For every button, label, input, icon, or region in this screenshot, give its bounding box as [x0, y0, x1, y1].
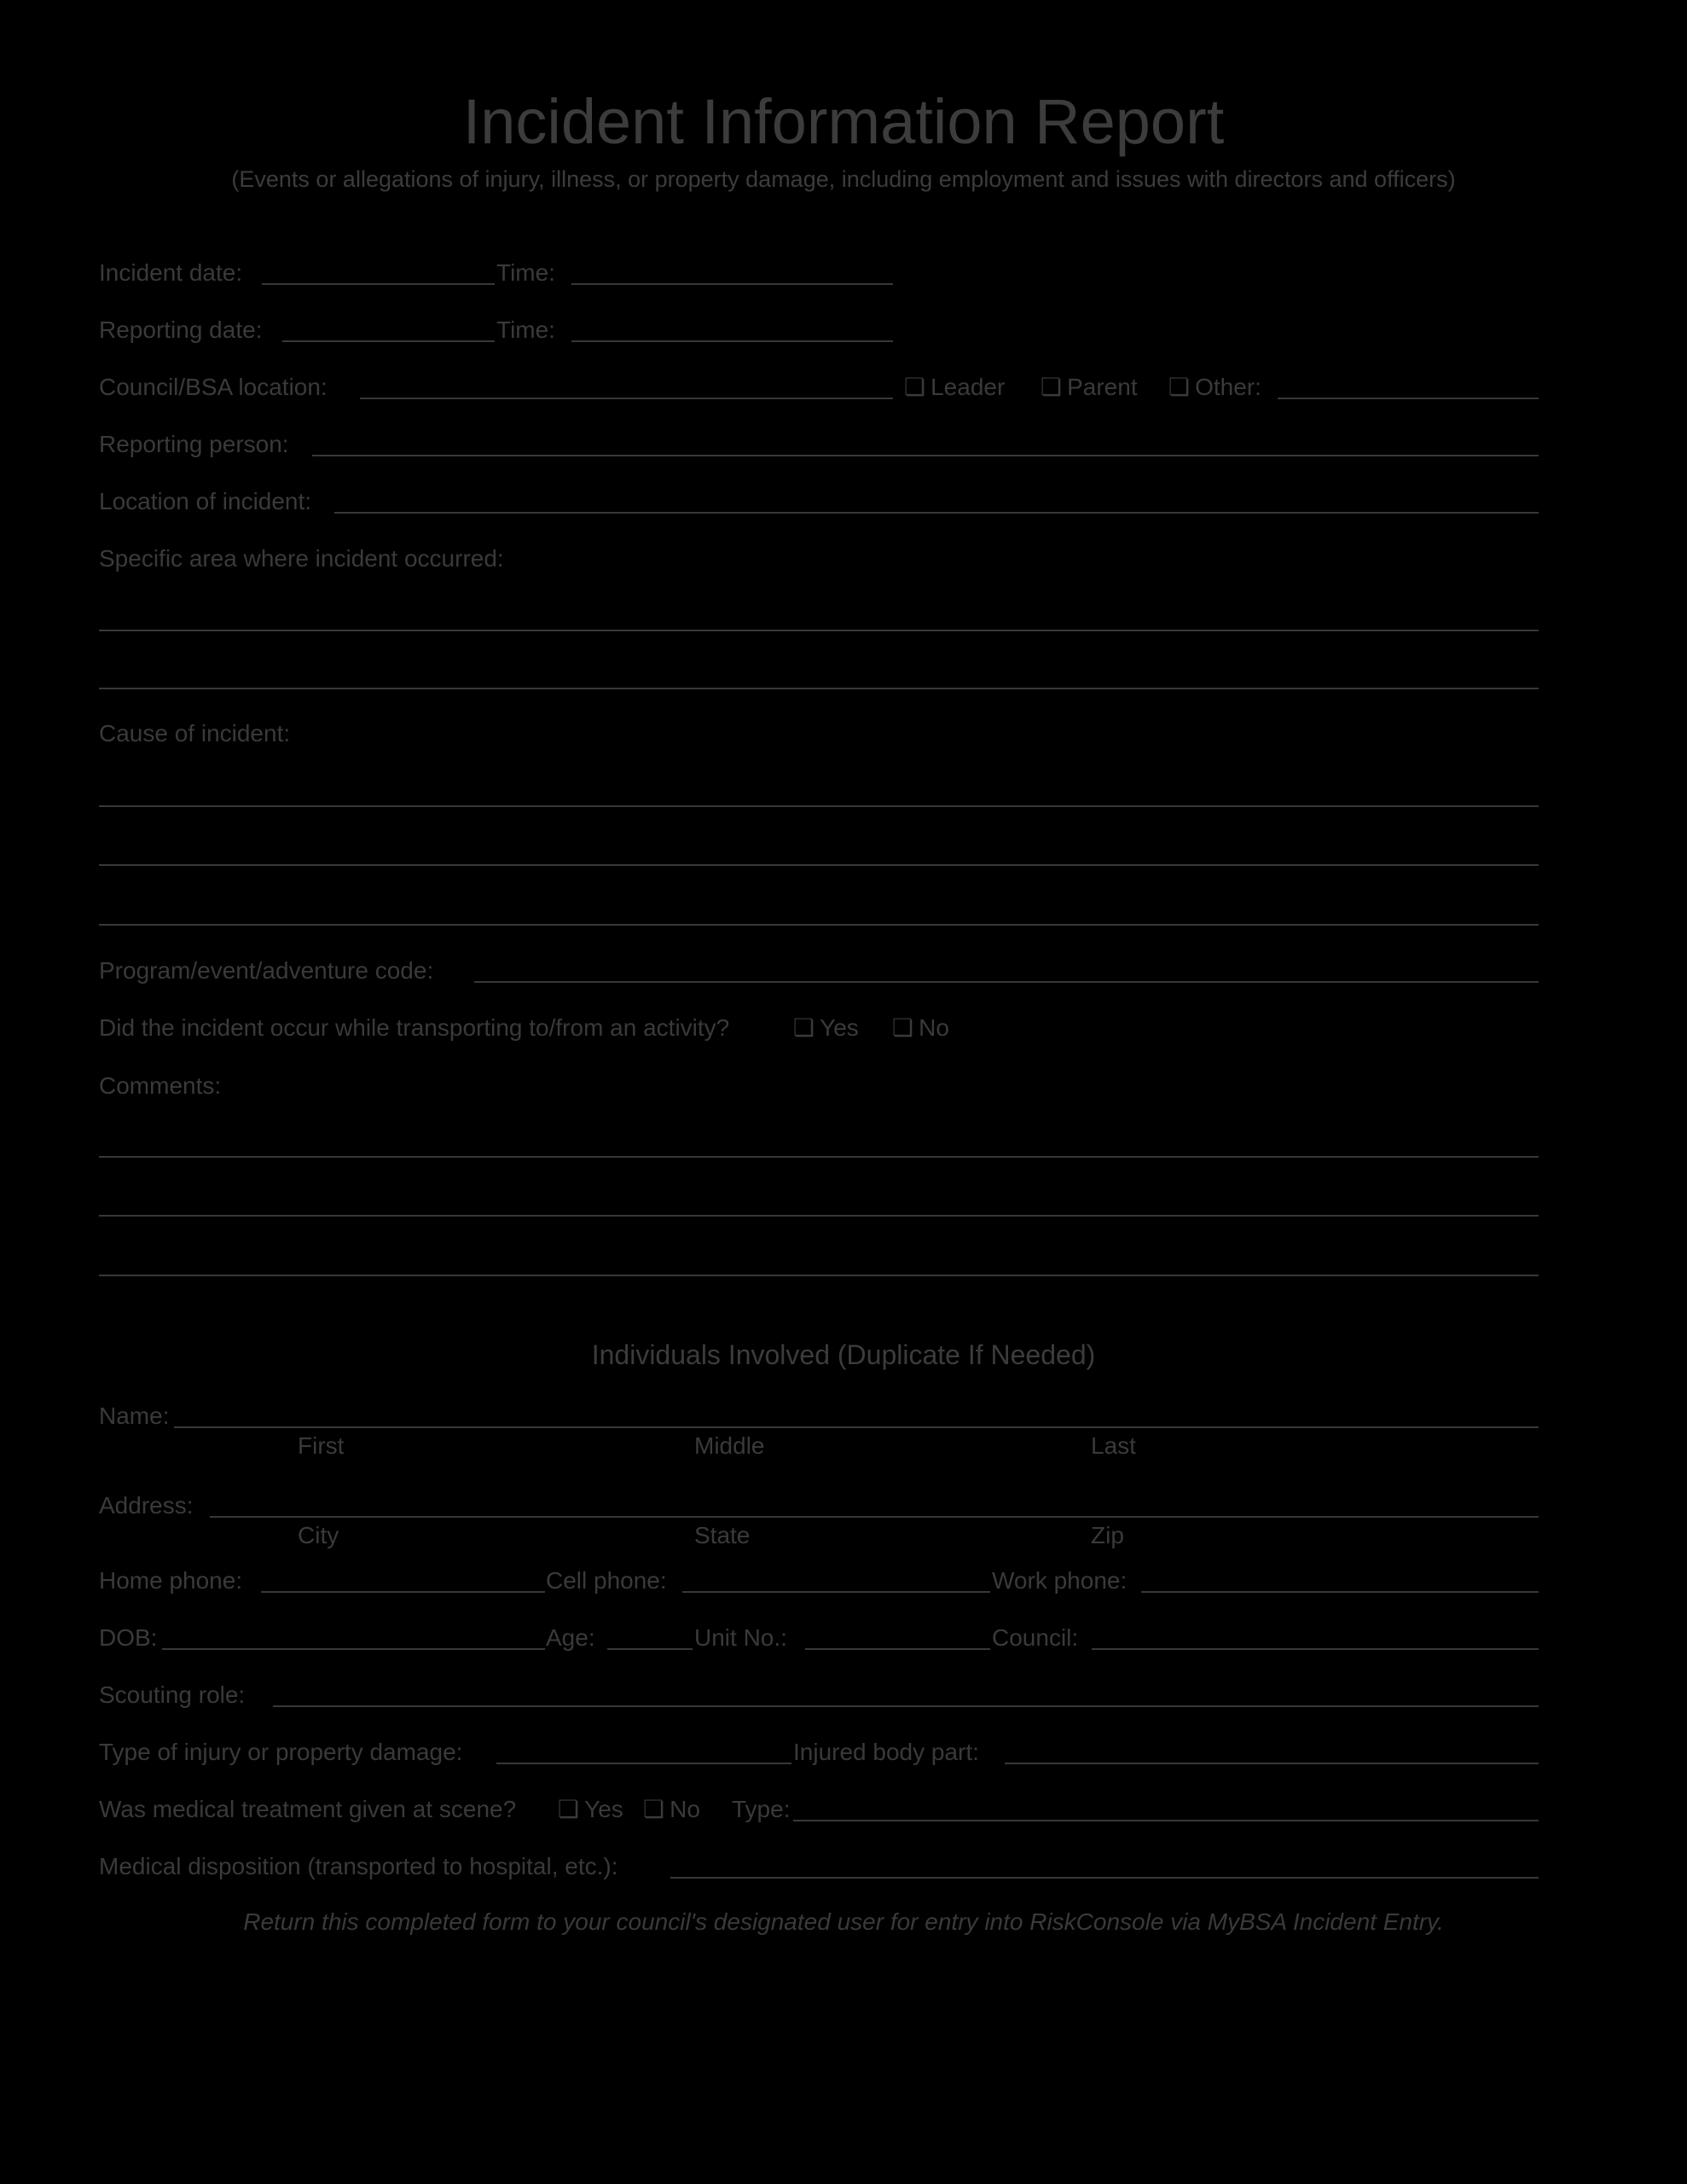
- program-code-label: Program/event/adventure code:: [99, 957, 434, 984]
- address-field[interactable]: [210, 1516, 1539, 1518]
- checkbox-icon: ❏: [643, 1796, 665, 1822]
- council-field[interactable]: [1092, 1648, 1539, 1650]
- medical-disposition-field[interactable]: [670, 1877, 1539, 1879]
- incident-date-field[interactable]: [262, 283, 495, 285]
- parent-label: Parent: [1067, 374, 1138, 400]
- checkbox-icon: ❏: [558, 1796, 580, 1822]
- individuals-heading: Individuals Involved (Duplicate If Needed): [591, 1339, 1096, 1370]
- checkbox-icon: ❏: [904, 374, 926, 400]
- unit-no-label: Unit No.:: [694, 1624, 787, 1651]
- transporting-label: Did the incident occur while transporting to/from an activity?: [99, 1014, 730, 1041]
- comments-line-1[interactable]: [99, 1156, 1539, 1158]
- incident-date-label: Incident date:: [99, 259, 243, 286]
- cause-line-2[interactable]: [99, 864, 1539, 866]
- reporting-date-label: Reporting date:: [99, 317, 263, 343]
- scouting-role-label: Scouting role:: [99, 1682, 246, 1708]
- treatment-type-label: Type:: [732, 1796, 791, 1822]
- address-label: Address:: [99, 1492, 194, 1519]
- reporting-person-field[interactable]: [312, 455, 1539, 456]
- footer-note: Return this completed form to your council's designated user for entry into RiskConsole via MyBSA Incident Entry.: [243, 1908, 1444, 1935]
- reporting-date-field[interactable]: [282, 340, 495, 342]
- specific-area-line-1[interactable]: [99, 630, 1539, 631]
- unit-no-field[interactable]: [805, 1648, 990, 1650]
- dob-field[interactable]: [162, 1648, 545, 1650]
- checkbox-icon: ❏: [793, 1014, 815, 1041]
- other-checkbox[interactable]: [1168, 373, 1261, 402]
- reporting-person-label: Reporting person:: [99, 431, 289, 457]
- cell-phone-field[interactable]: [682, 1591, 990, 1593]
- specific-area-line-2[interactable]: [99, 688, 1539, 689]
- incident-time-label: Time:: [496, 259, 555, 286]
- work-phone-label: Work phone:: [992, 1567, 1128, 1594]
- injury-type-label: Type of injury or property damage:: [99, 1739, 463, 1765]
- middle-sublabel: Middle: [694, 1432, 765, 1459]
- reporting-time-field[interactable]: [571, 340, 893, 342]
- city-sublabel: City: [298, 1522, 339, 1548]
- scouting-role-field[interactable]: [273, 1705, 1539, 1707]
- treatment-type-field[interactable]: [793, 1820, 1539, 1821]
- name-label: Name:: [99, 1403, 170, 1429]
- page-title: Incident Information Report: [462, 86, 1225, 157]
- dob-label: DOB:: [99, 1624, 158, 1651]
- age-label: Age:: [546, 1624, 595, 1651]
- work-phone-field[interactable]: [1141, 1591, 1539, 1593]
- home-phone-field[interactable]: [261, 1591, 545, 1593]
- council-location-label: Council/BSA location:: [99, 374, 328, 400]
- specific-area-label: Specific area where incident occurred:: [99, 545, 504, 572]
- location-of-incident-field[interactable]: [334, 512, 1539, 514]
- body-part-field[interactable]: [1005, 1763, 1539, 1764]
- checkbox-icon: ❏: [892, 1014, 914, 1041]
- leader-label: Leader: [930, 374, 1006, 400]
- home-phone-label: Home phone:: [99, 1567, 243, 1594]
- checkbox-icon: ❏: [1168, 374, 1191, 400]
- cause-label: Cause of incident:: [99, 720, 291, 746]
- age-field[interactable]: [607, 1648, 693, 1650]
- other-field[interactable]: [1278, 398, 1539, 399]
- location-of-incident-label: Location of incident:: [99, 488, 312, 514]
- transporting-yes-checkbox[interactable]: [793, 1014, 859, 1043]
- reporting-time-label: Time:: [496, 317, 555, 343]
- first-sublabel: First: [298, 1432, 345, 1459]
- transporting-yes-label: Yes: [820, 1014, 859, 1041]
- transporting-no-label: No: [919, 1014, 949, 1041]
- program-code-field[interactable]: [474, 981, 1539, 983]
- injury-type-field[interactable]: [496, 1763, 791, 1764]
- comments-line-3[interactable]: [99, 1275, 1539, 1276]
- last-sublabel: Last: [1091, 1432, 1136, 1459]
- name-field[interactable]: [174, 1426, 1539, 1428]
- page-subtitle: (Events or allegations of injury, illness, or property damage, including employment and issues with directors and officers): [231, 166, 1456, 192]
- cell-phone-label: Cell phone:: [546, 1567, 667, 1594]
- checkbox-icon: ❏: [1041, 374, 1063, 400]
- zip-sublabel: Zip: [1091, 1522, 1124, 1548]
- cause-line-3[interactable]: [99, 924, 1539, 926]
- medical-no-checkbox[interactable]: [643, 1795, 700, 1824]
- council-label: Council:: [992, 1624, 1079, 1651]
- council-location-field[interactable]: [360, 398, 893, 399]
- medical-no-label: No: [670, 1796, 700, 1822]
- medical-disposition-label: Medical disposition (transported to hospital, etc.):: [99, 1853, 618, 1879]
- body-part-label: Injured body part:: [793, 1739, 979, 1765]
- comments-line-2[interactable]: [99, 1215, 1539, 1217]
- state-sublabel: State: [694, 1522, 751, 1548]
- comments-label: Comments:: [99, 1072, 222, 1099]
- medical-yes-checkbox[interactable]: [558, 1795, 623, 1824]
- other-label: Other:: [1195, 374, 1261, 400]
- incident-time-field[interactable]: [571, 283, 893, 285]
- leader-checkbox[interactable]: [904, 373, 1005, 402]
- cause-line-1[interactable]: [99, 805, 1539, 807]
- medical-yes-label: Yes: [584, 1796, 623, 1822]
- medical-treatment-label: Was medical treatment given at scene?: [99, 1796, 517, 1822]
- transporting-no-checkbox[interactable]: [892, 1014, 949, 1043]
- parent-checkbox[interactable]: [1041, 373, 1138, 402]
